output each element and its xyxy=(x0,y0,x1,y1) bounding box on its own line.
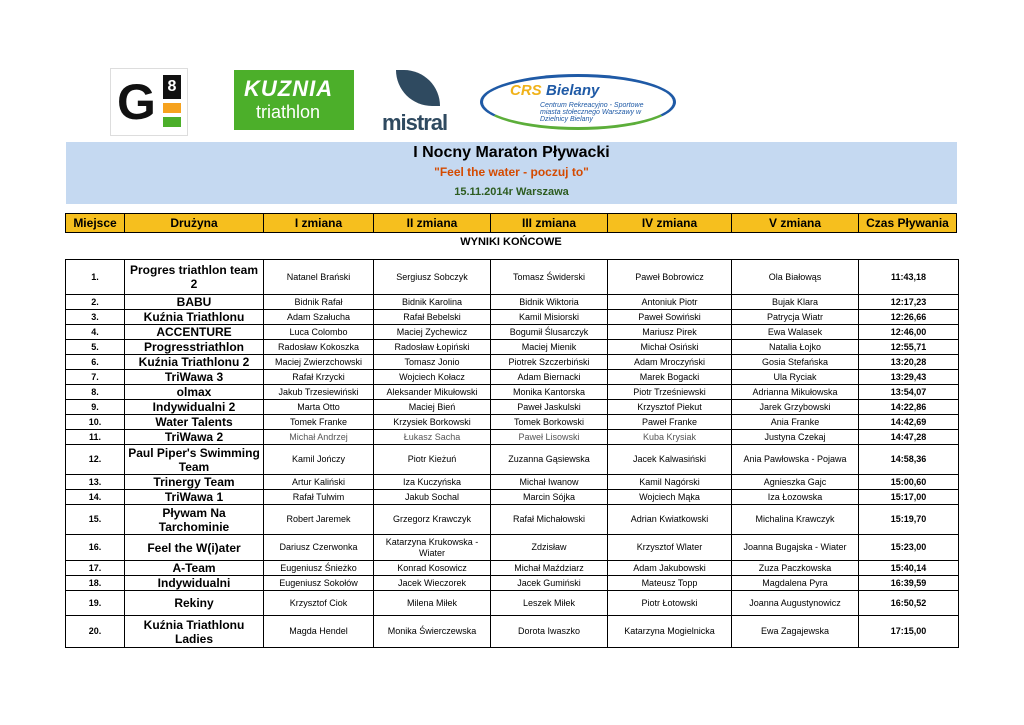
swim-time-cell: 12:17,23 xyxy=(859,295,959,310)
swimmer-4-cell: Krzysztof Wlater xyxy=(608,535,732,561)
event-title: I Nocny Maraton Pływacki xyxy=(413,144,610,161)
swimmer-3-cell: Jacek Gumiński xyxy=(491,576,608,591)
swimmer-3-cell: Rafał Michałowski xyxy=(491,505,608,535)
swimmer-1-cell: Luca Colombo xyxy=(264,325,374,340)
table-row xyxy=(66,355,959,370)
swimmer-3-cell: Leszek Miłek xyxy=(491,591,608,616)
swimmer-3-cell: Bogumił Ślusarczyk xyxy=(491,325,608,340)
swimmer-3-cell: Paweł Jaskulski xyxy=(491,400,608,415)
team-cell: Indywidualni xyxy=(125,576,264,591)
table-row xyxy=(66,505,959,535)
swimmer-1-cell: Rafał Tulwim xyxy=(264,490,374,505)
swimmer-5-cell: Magdalena Pyra xyxy=(732,576,859,591)
place-cell: 16. xyxy=(66,535,125,561)
swimmer-4-cell: Adrian Kwiatkowski xyxy=(608,505,732,535)
swimmer-3-cell: Michał Iwanow xyxy=(491,475,608,490)
crs-logo-prefix: CRS xyxy=(510,82,542,99)
kuznia-triathlon-logo xyxy=(234,70,354,130)
place-cell: 13. xyxy=(66,475,125,490)
place-cell: 6. xyxy=(66,355,125,370)
swimmer-1-cell: Natanel Brański xyxy=(264,260,374,295)
table-row xyxy=(66,295,959,310)
swimmer-5-cell: Ula Ryciak xyxy=(732,370,859,385)
swim-time-cell: 14:42,69 xyxy=(859,415,959,430)
swim-time-cell: 15:00,60 xyxy=(859,475,959,490)
place-cell: 14. xyxy=(66,490,125,505)
swim-time-cell: 16:50,52 xyxy=(859,591,959,616)
swimmer-3-cell: Dorota Iwaszko xyxy=(491,616,608,648)
swimmer-4-cell: Paweł Sowiński xyxy=(608,310,732,325)
team-cell: Feel the W(i)ater xyxy=(125,535,264,561)
table-row xyxy=(66,340,959,355)
section-title: WYNIKI KOŃCOWE xyxy=(460,236,562,248)
g8-logo-letter: G xyxy=(117,74,156,130)
swimmer-3-cell: Zuzanna Gąsiewska xyxy=(491,445,608,475)
swim-time-cell: 14:47,28 xyxy=(859,430,959,445)
swim-time-cell: 14:58,36 xyxy=(859,445,959,475)
swimmer-1-cell: Robert Jaremek xyxy=(264,505,374,535)
swimmer-5-cell: Ewa Zagajewska xyxy=(732,616,859,648)
team-cell: Water Talents xyxy=(125,415,264,430)
swimmer-4-cell: Paweł Franke xyxy=(608,415,732,430)
swimmer-3-cell: Kamil Misiorski xyxy=(491,310,608,325)
table-row xyxy=(66,325,959,340)
team-cell: TriWawa 2 xyxy=(125,430,264,445)
place-cell: 3. xyxy=(66,310,125,325)
team-cell: Progres triathlon team 2 xyxy=(125,260,264,295)
swim-time-cell: 12:46,00 xyxy=(859,325,959,340)
table-row xyxy=(66,415,959,430)
swimmer-5-cell: Michalina Krawczyk xyxy=(732,505,859,535)
swimmer-1-cell: Rafał Krzycki xyxy=(264,370,374,385)
table-row xyxy=(66,400,959,415)
swimmer-2-cell: Milena Miłek xyxy=(374,591,491,616)
swimmer-1-cell: Marta Otto xyxy=(264,400,374,415)
g8-logo xyxy=(110,68,188,136)
event-banner xyxy=(66,142,957,204)
swimmer-2-cell: Łukasz Sacha xyxy=(374,430,491,445)
table-row xyxy=(66,430,959,445)
swimmer-4-cell: Kuba Krysiak xyxy=(608,430,732,445)
mistral-logo-word: mistral xyxy=(382,110,448,135)
swimmer-5-cell: Ania Franke xyxy=(732,415,859,430)
table-row xyxy=(66,616,959,648)
swimmer-2-cell: Katarzyna Krukowska - Wiater xyxy=(374,535,491,561)
place-cell: 11. xyxy=(66,430,125,445)
team-cell: Progresstriathlon xyxy=(125,340,264,355)
table-row xyxy=(66,591,959,616)
swimmer-1-cell: Michał Andrzej xyxy=(264,430,374,445)
swimmer-4-cell: Jacek Kalwasiński xyxy=(608,445,732,475)
swimmer-5-cell: Ola Białowąs xyxy=(732,260,859,295)
swimmer-2-cell: Radosław Łopiński xyxy=(374,340,491,355)
mistral-leaf-icon xyxy=(396,70,440,106)
place-cell: 8. xyxy=(66,385,125,400)
mistral-logo xyxy=(382,70,448,136)
swimmer-3-cell: Zdzisław xyxy=(491,535,608,561)
swimmer-3-cell: Monika Kantorska xyxy=(491,385,608,400)
swimmer-1-cell: Jakub Trzesiewiński xyxy=(264,385,374,400)
swimmer-5-cell: Zuza Paczkowska xyxy=(732,561,859,576)
place-cell: 10. xyxy=(66,415,125,430)
swimmer-2-cell: Sergiusz Sobczyk xyxy=(374,260,491,295)
table-row xyxy=(66,445,959,475)
swimmer-4-cell: Adam Jakubowski xyxy=(608,561,732,576)
header-swimmer-4: IV zmiana xyxy=(607,213,731,233)
swimmer-2-cell: Maciej Zychewicz xyxy=(374,325,491,340)
swim-time-cell: 17:15,00 xyxy=(859,616,959,648)
swimmer-3-cell: Tomek Borkowski xyxy=(491,415,608,430)
swim-time-cell: 11:43,18 xyxy=(859,260,959,295)
swimmer-4-cell: Adam Mroczyński xyxy=(608,355,732,370)
table-row xyxy=(66,561,959,576)
swim-time-cell: 12:55,71 xyxy=(859,340,959,355)
swimmer-2-cell: Piotr Kieżuń xyxy=(374,445,491,475)
table-row xyxy=(66,475,959,490)
table-row xyxy=(66,370,959,385)
swimmer-2-cell: Iza Kuczyńska xyxy=(374,475,491,490)
team-cell: TriWawa 1 xyxy=(125,490,264,505)
swim-time-cell: 15:19,70 xyxy=(859,505,959,535)
swimmer-3-cell: Marcin Sójka xyxy=(491,490,608,505)
team-cell: Kuźnia Triathlonu xyxy=(125,310,264,325)
swimmer-1-cell: Magda Hendel xyxy=(264,616,374,648)
swimmer-5-cell: Bujak Klara xyxy=(732,295,859,310)
swimmer-5-cell: Agnieszka Gajc xyxy=(732,475,859,490)
swimmer-2-cell: Krzysiek Borkowski xyxy=(374,415,491,430)
swim-time-cell: 15:23,00 xyxy=(859,535,959,561)
swimmer-1-cell: Eugeniusz Sokołów xyxy=(264,576,374,591)
swim-time-cell: 15:17,00 xyxy=(859,490,959,505)
swim-time-cell: 13:20,28 xyxy=(859,355,959,370)
swimmer-5-cell: Justyna Czekaj xyxy=(732,430,859,445)
swimmer-2-cell: Monika Świerczewska xyxy=(374,616,491,648)
swimmer-4-cell: Kamil Nagórski xyxy=(608,475,732,490)
swimmer-2-cell: Tomasz Jonio xyxy=(374,355,491,370)
table-row xyxy=(66,490,959,505)
swimmer-1-cell: Adam Szałucha xyxy=(264,310,374,325)
place-cell: 9. xyxy=(66,400,125,415)
swimmer-5-cell: Gosia Stefańska xyxy=(732,355,859,370)
results-body xyxy=(66,260,959,648)
header-swimmer-2: II zmiana xyxy=(373,213,490,233)
kuznia-logo-top: KUZNIA xyxy=(244,76,334,101)
header-swim-time: Czas Pływania xyxy=(858,213,957,233)
swimmer-4-cell: Piotr Łotowski xyxy=(608,591,732,616)
swimmer-5-cell: Ania Pawłowska - Pojawa xyxy=(732,445,859,475)
event-date: 15.11.2014r Warszawa xyxy=(454,186,569,198)
table-row xyxy=(66,310,959,325)
swimmer-4-cell: Wojciech Mąka xyxy=(608,490,732,505)
swim-time-cell: 16:39,59 xyxy=(859,576,959,591)
header-swimmer-3: III zmiana xyxy=(490,213,607,233)
swimmer-1-cell: Artur Kaliński xyxy=(264,475,374,490)
swimmer-2-cell: Grzegorz Krawczyk xyxy=(374,505,491,535)
table-row xyxy=(66,385,959,400)
swimmer-2-cell: Konrad Kosowicz xyxy=(374,561,491,576)
results-header-row xyxy=(65,213,957,233)
place-cell: 19. xyxy=(66,591,125,616)
swimmer-1-cell: Tomek Franke xyxy=(264,415,374,430)
place-cell: 18. xyxy=(66,576,125,591)
swimmer-4-cell: Marek Bogacki xyxy=(608,370,732,385)
event-subtitle: "Feel the water - poczuj to" xyxy=(434,165,589,179)
swimmer-2-cell: Aleksander Mikułowski xyxy=(374,385,491,400)
table-row xyxy=(66,535,959,561)
team-cell: Rekiny xyxy=(125,591,264,616)
g8-logo-orange-block xyxy=(163,103,181,113)
swimmer-1-cell: Kamil Jończy xyxy=(264,445,374,475)
swimmer-3-cell: Paweł Lisowski xyxy=(491,430,608,445)
swimmer-1-cell: Bidnik Rafał xyxy=(264,295,374,310)
team-cell: Indywidualni 2 xyxy=(125,400,264,415)
swimmer-5-cell: Patrycja Wiatr xyxy=(732,310,859,325)
place-cell: 5. xyxy=(66,340,125,355)
place-cell: 4. xyxy=(66,325,125,340)
swimmer-3-cell: Tomasz Świderski xyxy=(491,260,608,295)
place-cell: 1. xyxy=(66,260,125,295)
header-place: Miejsce xyxy=(65,213,124,233)
swimmer-5-cell: Jarek Grzybowski xyxy=(732,400,859,415)
swimmer-4-cell: Katarzyna Mogielnicka xyxy=(608,616,732,648)
swimmer-3-cell: Maciej Mienik xyxy=(491,340,608,355)
swimmer-3-cell: Adam Biernacki xyxy=(491,370,608,385)
g8-logo-number: 8 xyxy=(163,75,181,99)
swimmer-5-cell: Joanna Augustynowicz xyxy=(732,591,859,616)
team-cell: BABU xyxy=(125,295,264,310)
swimmer-5-cell: Adrianna Mikułowska xyxy=(732,385,859,400)
place-cell: 15. xyxy=(66,505,125,535)
swimmer-3-cell: Michał Maździarz xyxy=(491,561,608,576)
swimmer-4-cell: Mateusz Topp xyxy=(608,576,732,591)
crs-bielany-logo xyxy=(480,72,676,128)
swim-time-cell: 15:40,14 xyxy=(859,561,959,576)
swimmer-1-cell: Eugeniusz Śnieżko xyxy=(264,561,374,576)
crs-logo-caption: Centrum Rekreacyjno - Sportowe miasta stołecznego Warszawy w Dzielnicy Bielany xyxy=(540,102,644,123)
swimmer-4-cell: Antoniuk Piotr xyxy=(608,295,732,310)
swimmer-2-cell: Jacek Wieczorek xyxy=(374,576,491,591)
swimmer-3-cell: Piotrek Szczerbiński xyxy=(491,355,608,370)
swimmer-1-cell: Radosław Kokoszka xyxy=(264,340,374,355)
swimmer-1-cell: Krzysztof Ciok xyxy=(264,591,374,616)
place-cell: 20. xyxy=(66,616,125,648)
table-row xyxy=(66,260,959,295)
swimmer-2-cell: Wojciech Kołacz xyxy=(374,370,491,385)
swim-time-cell: 13:29,43 xyxy=(859,370,959,385)
place-cell: 17. xyxy=(66,561,125,576)
swimmer-2-cell: Jakub Sochal xyxy=(374,490,491,505)
swimmer-5-cell: Iza Łozowska xyxy=(732,490,859,505)
swimmer-4-cell: Piotr Trześniewski xyxy=(608,385,732,400)
swim-time-cell: 14:22,86 xyxy=(859,400,959,415)
table-row xyxy=(66,576,959,591)
swimmer-4-cell: Paweł Bobrowicz xyxy=(608,260,732,295)
header-team: Drużyna xyxy=(124,213,263,233)
team-cell: Kuźnia Triathlonu Ladies xyxy=(125,616,264,648)
header-swimmer-1: I zmiana xyxy=(263,213,373,233)
swimmer-1-cell: Maciej Zwierzchowski xyxy=(264,355,374,370)
team-cell: Pływam Na Tarchominie xyxy=(125,505,264,535)
team-cell: Trinergy Team xyxy=(125,475,264,490)
team-cell: TriWawa 3 xyxy=(125,370,264,385)
swimmer-5-cell: Ewa Walasek xyxy=(732,325,859,340)
swimmer-4-cell: Mariusz Pirek xyxy=(608,325,732,340)
swimmer-5-cell: Joanna Bugajska - Wiater xyxy=(732,535,859,561)
swimmer-4-cell: Michał Osiński xyxy=(608,340,732,355)
team-cell: Paul Piper's Swimming Team xyxy=(125,445,264,475)
swimmer-3-cell: Bidnik Wiktoria xyxy=(491,295,608,310)
place-cell: 12. xyxy=(66,445,125,475)
header-swimmer-5: V zmiana xyxy=(731,213,858,233)
g8-logo-green-block xyxy=(163,117,181,127)
results-table xyxy=(65,259,959,648)
swimmer-5-cell: Natalia Łojko xyxy=(732,340,859,355)
place-cell: 7. xyxy=(66,370,125,385)
swim-time-cell: 12:26,66 xyxy=(859,310,959,325)
team-cell: ACCENTURE xyxy=(125,325,264,340)
swimmer-1-cell: Dariusz Czerwonka xyxy=(264,535,374,561)
crs-logo-name: Bielany xyxy=(546,82,600,99)
team-cell: Kuźnia Triathlonu 2 xyxy=(125,355,264,370)
kuznia-logo-bottom: triathlon xyxy=(256,102,321,122)
team-cell: olmax xyxy=(125,385,264,400)
swimmer-4-cell: Krzysztof Piekut xyxy=(608,400,732,415)
swimmer-2-cell: Bidnik Karolina xyxy=(374,295,491,310)
swimmer-2-cell: Maciej Bień xyxy=(374,400,491,415)
swim-time-cell: 13:54,07 xyxy=(859,385,959,400)
team-cell: A-Team xyxy=(125,561,264,576)
place-cell: 2. xyxy=(66,295,125,310)
swimmer-2-cell: Rafał Bebelski xyxy=(374,310,491,325)
